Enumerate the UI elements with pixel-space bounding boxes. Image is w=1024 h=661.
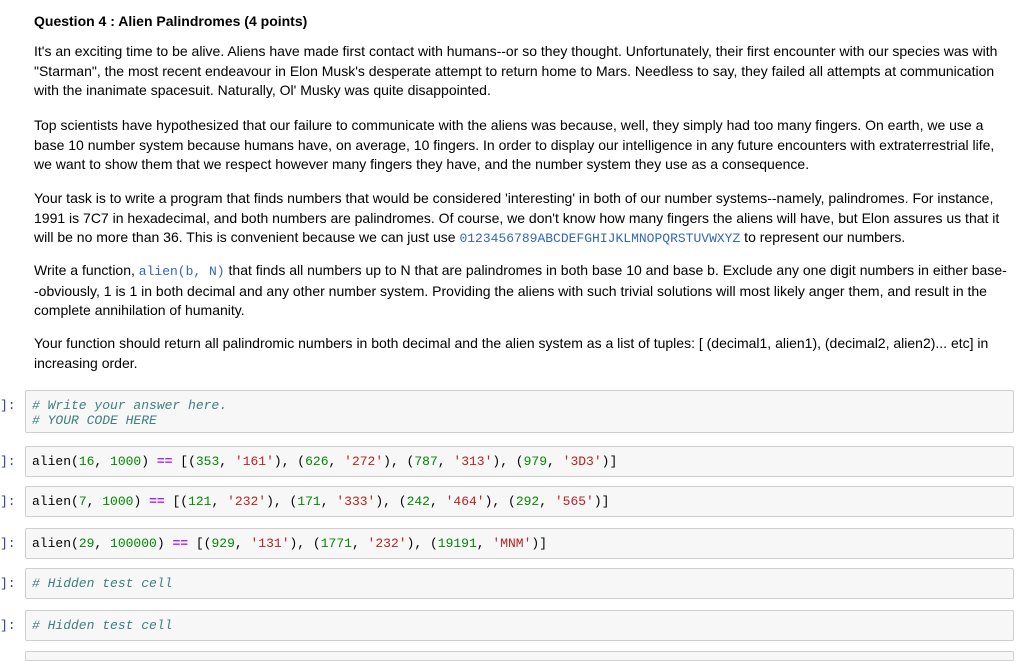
hidden-test-cell[interactable] bbox=[25, 568, 1014, 599]
function-text-end: that finds all numbers up to N that are palindromes in both base 10 and base b. Exclude any one digit numbers in either base--obviously, 1 is 1 in both decimal and any other number system. Providing the aliens with such trivial solutions will most likely anger them, and result in the complete annihilation of humanity. bbox=[34, 262, 1007, 318]
comment-line: # YOUR CODE HERE bbox=[32, 413, 157, 428]
cell-prompt: ]: bbox=[0, 398, 16, 413]
function-inline-code: alien(b, N) bbox=[138, 264, 225, 279]
tuple-separator: ), ( bbox=[484, 494, 516, 509]
cell-prompt: ]: bbox=[0, 454, 16, 469]
tuple-decimal: 1771 bbox=[320, 536, 352, 551]
tuple-alien-string: '161' bbox=[234, 454, 274, 469]
tuple-decimal: 242 bbox=[406, 494, 430, 509]
comma: , bbox=[320, 494, 337, 509]
paragraph-intro: It's an exciting time to be alive. Aliens have made first contact with humans--or so they thought. Unfortunately, their first encounter with our species was with "Starman", the most recent endeavour in Elon Musk's desperate attempt to return home to Mars. Needless to say, they failed all attempts at communication with the inanimate spacesuit. Naturally, Ol' Musky was quite disappointed. bbox=[34, 43, 998, 98]
comma: , bbox=[351, 536, 368, 551]
question-title: Question 4 : Alien Palindromes (4 points) bbox=[34, 13, 308, 29]
task-text-end: to represent our numbers. bbox=[740, 229, 906, 245]
tuple-separator: ), ( bbox=[375, 494, 407, 509]
tuple-decimal: 626 bbox=[305, 454, 329, 469]
comma: , bbox=[86, 494, 103, 509]
next-code-cell[interactable] bbox=[25, 651, 1014, 661]
limit-argument: 100000 bbox=[110, 536, 157, 551]
answer-code-cell[interactable] bbox=[25, 390, 1014, 433]
tuple-alien-string: '333' bbox=[336, 494, 376, 509]
test-cell-base-7[interactable] bbox=[25, 486, 1014, 517]
tuple-alien-string: '313' bbox=[453, 454, 493, 469]
tuple-alien-string: '232' bbox=[227, 494, 267, 509]
tuple-decimal: 929 bbox=[211, 536, 235, 551]
tuple-decimal: 353 bbox=[195, 454, 220, 469]
equals-operator: == bbox=[156, 454, 173, 469]
function-text: Write a function, bbox=[34, 262, 139, 278]
base-argument: 16 bbox=[78, 454, 95, 469]
tuple-decimal: 292 bbox=[515, 494, 540, 509]
limit-argument: 1000 bbox=[102, 494, 134, 509]
digits-inline-code: 0123456789ABCDEFGHIJKLMNOPQRSTUVWXYZ bbox=[459, 231, 741, 246]
comma: , bbox=[211, 494, 228, 509]
tuple-alien-string: '131' bbox=[250, 536, 290, 551]
tuple-alien-string: '3D3' bbox=[562, 454, 602, 469]
cell-prompt: ]: bbox=[0, 494, 16, 509]
comment-line: # Hidden test cell bbox=[32, 618, 173, 633]
comma: , bbox=[539, 494, 555, 509]
limit-argument: 1000 bbox=[110, 454, 142, 469]
function-call: alien( bbox=[32, 454, 79, 469]
tuple-separator: ), ( bbox=[406, 536, 438, 551]
base-argument: 29 bbox=[78, 536, 95, 551]
cell-prompt: ]: bbox=[0, 618, 16, 633]
tuple-alien-string: '565' bbox=[554, 494, 594, 509]
comma: , bbox=[476, 536, 493, 551]
close-paren: ) bbox=[141, 454, 157, 469]
list-open: [( bbox=[164, 494, 189, 509]
test-cell-base-16[interactable] bbox=[25, 446, 1014, 477]
hidden-test-cell[interactable] bbox=[25, 610, 1014, 641]
function-call: alien( bbox=[32, 536, 79, 551]
tuple-alien-string: '272' bbox=[344, 454, 384, 469]
paragraph-return: Your function should return all palindromic numbers in both decimal and the alien system as a list of tuples: [ (decimal1, alien1), (decimal2, alien2)... etc] in increasing order. bbox=[34, 335, 989, 371]
paragraph-task bbox=[34, 189, 1009, 249]
tuple-alien-string: 'MNM' bbox=[492, 536, 532, 551]
comma: , bbox=[94, 536, 111, 551]
comma: , bbox=[328, 454, 345, 469]
comma: , bbox=[94, 454, 111, 469]
list-close: )] bbox=[531, 536, 548, 551]
tuple-decimal: 979 bbox=[523, 454, 548, 469]
list-open: [( bbox=[172, 454, 196, 469]
equals-operator: == bbox=[149, 494, 165, 509]
close-paren: ) bbox=[133, 494, 150, 509]
tuple-separator: ), ( bbox=[266, 494, 298, 509]
function-call: alien( bbox=[32, 494, 79, 509]
paragraph-function bbox=[34, 261, 1009, 321]
base-argument: 7 bbox=[78, 494, 87, 509]
comma: , bbox=[219, 454, 235, 469]
cell-prompt: ]: bbox=[0, 576, 16, 591]
comma: , bbox=[429, 494, 446, 509]
comma: , bbox=[234, 536, 251, 551]
tuple-separator: ), ( bbox=[383, 454, 415, 469]
comma: , bbox=[547, 454, 563, 469]
tuple-alien-string: '464' bbox=[445, 494, 485, 509]
close-paren: ) bbox=[156, 536, 173, 551]
tuple-separator: ), ( bbox=[273, 454, 306, 469]
tuple-alien-string: '232' bbox=[367, 536, 407, 551]
cell-prompt: ]: bbox=[0, 536, 16, 551]
list-open: [( bbox=[188, 536, 212, 551]
list-close: )] bbox=[593, 494, 610, 509]
tuple-decimal: 19191 bbox=[437, 536, 477, 551]
comma: , bbox=[437, 454, 454, 469]
test-cell-base-29[interactable] bbox=[25, 528, 1014, 559]
list-close: )] bbox=[601, 454, 618, 469]
tuple-separator: ), ( bbox=[492, 454, 524, 469]
comment-line: # Hidden test cell bbox=[32, 576, 173, 591]
tuple-decimal: 787 bbox=[414, 454, 438, 469]
comment-line: # Write your answer here. bbox=[32, 398, 228, 413]
tuple-decimal: 121 bbox=[188, 494, 212, 509]
paragraph-hypothesis: Top scientists have hypothesized that our failure to communicate with the aliens was because, well, they simply had too many fingers. On earth, we use a base 10 number system because humans have, on average, 10 fingers. In order to display our intelligence in any future encounters with extraterrestrial life, we want to show them that we respect however many fingers they have, and the number system they use as a consequence. bbox=[34, 117, 995, 172]
equals-operator: == bbox=[172, 536, 189, 551]
tuple-decimal: 171 bbox=[297, 494, 321, 509]
tuple-separator: ), ( bbox=[289, 536, 321, 551]
task-text: Your task is to write a program that finds numbers that would be considered 'interesting' in both of our number systems--namely, palindromes. For instance, 1991 is 7C7 in hexadecimal, and both numbers are palindromes. Of course, we don't know how many fingers the aliens will have, but Elon assures us that it will be no more than 36. This is convenient because we can just use bbox=[34, 190, 1000, 245]
